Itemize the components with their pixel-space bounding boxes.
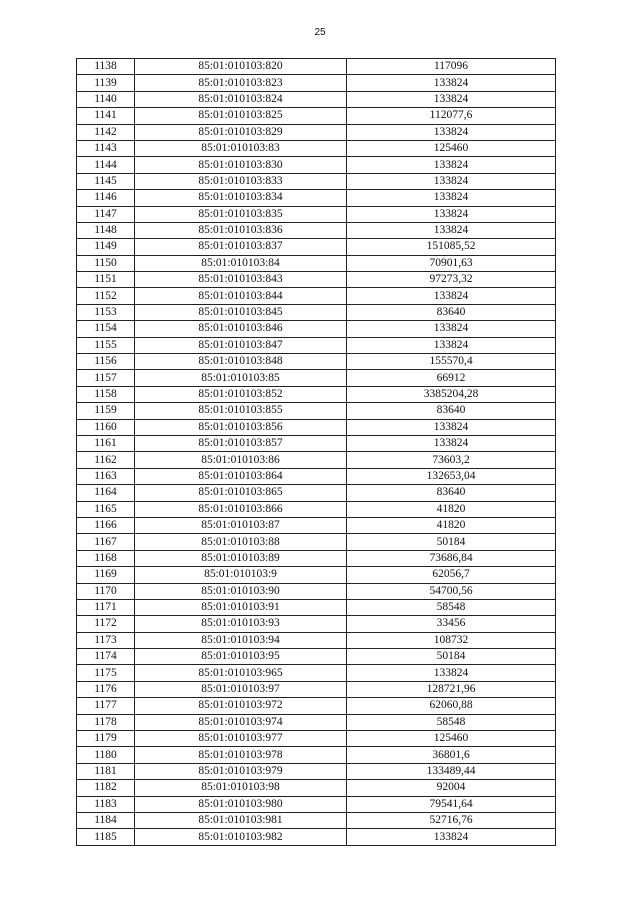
table-row: [77, 698, 556, 714]
cadastral-number-cell: 85:01:010103:85: [135, 370, 347, 386]
table-row: [77, 173, 556, 189]
value-cell: 133824: [347, 288, 556, 304]
table-row: [77, 124, 556, 140]
value-cell: 132653,04: [347, 468, 556, 484]
table-row: [77, 632, 556, 648]
value-cell: 125460: [347, 140, 556, 156]
row-number-cell: 1163: [77, 468, 135, 484]
row-number-cell: 1152: [77, 288, 135, 304]
value-cell: 33456: [347, 616, 556, 632]
table-row: [77, 354, 556, 370]
cadastral-value-table: [76, 58, 556, 846]
cadastral-number-cell: 85:01:010103:848: [135, 354, 347, 370]
row-number-cell: 1171: [77, 599, 135, 615]
row-number-cell: 1167: [77, 534, 135, 550]
value-cell: 133824: [347, 321, 556, 337]
value-cell: 83640: [347, 304, 556, 320]
cadastral-number-cell: 85:01:010103:823: [135, 75, 347, 91]
row-number-cell: 1148: [77, 222, 135, 238]
table-row: [77, 763, 556, 779]
cadastral-number-cell: 85:01:010103:829: [135, 124, 347, 140]
cadastral-number-cell: 85:01:010103:855: [135, 403, 347, 419]
value-cell: 133824: [347, 206, 556, 222]
cadastral-number-cell: 85:01:010103:866: [135, 501, 347, 517]
row-number-cell: 1169: [77, 567, 135, 583]
value-cell: 50184: [347, 649, 556, 665]
row-number-cell: 1153: [77, 304, 135, 320]
cadastral-number-cell: 85:01:010103:824: [135, 91, 347, 107]
value-cell: 3385204,28: [347, 386, 556, 402]
row-number-cell: 1145: [77, 173, 135, 189]
cadastral-number-cell: 85:01:010103:835: [135, 206, 347, 222]
row-number-cell: 1142: [77, 124, 135, 140]
table-row: [77, 435, 556, 451]
value-cell: 133824: [347, 190, 556, 206]
value-cell: 112077,6: [347, 108, 556, 124]
value-cell: 58548: [347, 599, 556, 615]
cadastral-number-cell: 85:01:010103:89: [135, 550, 347, 566]
table-row: [77, 239, 556, 255]
table-row: [77, 140, 556, 156]
cadastral-number-cell: 85:01:010103:864: [135, 468, 347, 484]
row-number-cell: 1164: [77, 485, 135, 501]
table-row: [77, 321, 556, 337]
row-number-cell: 1140: [77, 91, 135, 107]
row-number-cell: 1138: [77, 59, 135, 75]
value-cell: 155570,4: [347, 354, 556, 370]
table-row: [77, 337, 556, 353]
value-cell: 133824: [347, 829, 556, 845]
value-cell: 58548: [347, 714, 556, 730]
value-cell: 133824: [347, 157, 556, 173]
table-row: [77, 599, 556, 615]
table-row: [77, 665, 556, 681]
value-cell: 83640: [347, 485, 556, 501]
value-cell: 125460: [347, 731, 556, 747]
table-row: [77, 288, 556, 304]
cadastral-number-cell: 85:01:010103:837: [135, 239, 347, 255]
table-row: [77, 731, 556, 747]
cadastral-number-cell: 85:01:010103:9: [135, 567, 347, 583]
table-row: [77, 714, 556, 730]
table-row: [77, 829, 556, 845]
table-row: [77, 796, 556, 812]
value-cell: 133824: [347, 124, 556, 140]
cadastral-number-cell: 85:01:010103:852: [135, 386, 347, 402]
cadastral-number-cell: 85:01:010103:825: [135, 108, 347, 124]
row-number-cell: 1155: [77, 337, 135, 353]
row-number-cell: 1184: [77, 812, 135, 828]
value-cell: 52716,76: [347, 812, 556, 828]
row-number-cell: 1170: [77, 583, 135, 599]
cadastral-number-cell: 85:01:010103:979: [135, 763, 347, 779]
table-row: [77, 75, 556, 91]
cadastral-number-cell: 85:01:010103:91: [135, 599, 347, 615]
cadastral-number-cell: 85:01:010103:836: [135, 222, 347, 238]
value-cell: 133824: [347, 419, 556, 435]
row-number-cell: 1144: [77, 157, 135, 173]
value-cell: 66912: [347, 370, 556, 386]
value-cell: 83640: [347, 403, 556, 419]
row-number-cell: 1168: [77, 550, 135, 566]
table-row: [77, 501, 556, 517]
table-row: [77, 550, 556, 566]
cadastral-number-cell: 85:01:010103:98: [135, 780, 347, 796]
cadastral-number-cell: 85:01:010103:834: [135, 190, 347, 206]
row-number-cell: 1154: [77, 321, 135, 337]
row-number-cell: 1146: [77, 190, 135, 206]
row-number-cell: 1161: [77, 435, 135, 451]
cadastral-number-cell: 85:01:010103:833: [135, 173, 347, 189]
table-row: [77, 812, 556, 828]
table-row: [77, 452, 556, 468]
table-row: [77, 255, 556, 271]
row-number-cell: 1183: [77, 796, 135, 812]
cadastral-number-cell: 85:01:010103:93: [135, 616, 347, 632]
cadastral-number-cell: 85:01:010103:83: [135, 140, 347, 156]
value-cell: 62056,7: [347, 567, 556, 583]
row-number-cell: 1147: [77, 206, 135, 222]
value-cell: 41820: [347, 517, 556, 533]
cadastral-number-cell: 85:01:010103:980: [135, 796, 347, 812]
table-row: [77, 419, 556, 435]
cadastral-number-cell: 85:01:010103:974: [135, 714, 347, 730]
row-number-cell: 1159: [77, 403, 135, 419]
cadastral-number-cell: 85:01:010103:846: [135, 321, 347, 337]
value-cell: 97273,32: [347, 272, 556, 288]
value-cell: 133824: [347, 665, 556, 681]
table-row: [77, 386, 556, 402]
value-cell: 117096: [347, 59, 556, 75]
row-number-cell: 1151: [77, 272, 135, 288]
cadastral-number-cell: 85:01:010103:865: [135, 485, 347, 501]
row-number-cell: 1185: [77, 829, 135, 845]
row-number-cell: 1174: [77, 649, 135, 665]
row-number-cell: 1177: [77, 698, 135, 714]
value-cell: 133824: [347, 173, 556, 189]
row-number-cell: 1162: [77, 452, 135, 468]
cadastral-number-cell: 85:01:010103:845: [135, 304, 347, 320]
table-row: [77, 468, 556, 484]
cadastral-number-cell: 85:01:010103:84: [135, 255, 347, 271]
table-row: [77, 304, 556, 320]
row-number-cell: 1149: [77, 239, 135, 255]
row-number-cell: 1139: [77, 75, 135, 91]
table-row: [77, 534, 556, 550]
value-cell: 151085,52: [347, 239, 556, 255]
value-cell: 50184: [347, 534, 556, 550]
row-number-cell: 1173: [77, 632, 135, 648]
value-cell: 54700,56: [347, 583, 556, 599]
row-number-cell: 1176: [77, 681, 135, 697]
value-cell: 133824: [347, 222, 556, 238]
table-row: [77, 747, 556, 763]
value-cell: 73603,2: [347, 452, 556, 468]
row-number-cell: 1181: [77, 763, 135, 779]
value-cell: 133824: [347, 435, 556, 451]
cadastral-number-cell: 85:01:010103:978: [135, 747, 347, 763]
cadastral-number-cell: 85:01:010103:856: [135, 419, 347, 435]
row-number-cell: 1175: [77, 665, 135, 681]
cadastral-number-cell: 85:01:010103:844: [135, 288, 347, 304]
table-row: [77, 59, 556, 75]
row-number-cell: 1156: [77, 354, 135, 370]
row-number-cell: 1172: [77, 616, 135, 632]
row-number-cell: 1165: [77, 501, 135, 517]
value-cell: 70901,63: [347, 255, 556, 271]
table-row: [77, 403, 556, 419]
cadastral-number-cell: 85:01:010103:982: [135, 829, 347, 845]
value-cell: 73686,84: [347, 550, 556, 566]
value-cell: 62060,88: [347, 698, 556, 714]
page-number: 25: [314, 27, 326, 38]
table-body: [77, 59, 556, 846]
value-cell: 79541,64: [347, 796, 556, 812]
cadastral-number-cell: 85:01:010103:972: [135, 698, 347, 714]
cadastral-number-cell: 85:01:010103:87: [135, 517, 347, 533]
value-cell: 133824: [347, 75, 556, 91]
row-number-cell: 1158: [77, 386, 135, 402]
value-cell: 133824: [347, 91, 556, 107]
row-number-cell: 1160: [77, 419, 135, 435]
cadastral-number-cell: 85:01:010103:88: [135, 534, 347, 550]
table-row: [77, 206, 556, 222]
cadastral-number-cell: 85:01:010103:94: [135, 632, 347, 648]
row-number-cell: 1157: [77, 370, 135, 386]
row-number-cell: 1179: [77, 731, 135, 747]
table-row: [77, 517, 556, 533]
table-row: [77, 567, 556, 583]
row-number-cell: 1182: [77, 780, 135, 796]
table-row: [77, 616, 556, 632]
row-number-cell: 1141: [77, 108, 135, 124]
table-row: [77, 583, 556, 599]
cadastral-number-cell: 85:01:010103:90: [135, 583, 347, 599]
table-row: [77, 222, 556, 238]
row-number-cell: 1143: [77, 140, 135, 156]
cadastral-number-cell: 85:01:010103:977: [135, 731, 347, 747]
cadastral-number-cell: 85:01:010103:857: [135, 435, 347, 451]
value-cell: 133824: [347, 337, 556, 353]
table-row: [77, 681, 556, 697]
table-row: [77, 649, 556, 665]
table-row: [77, 108, 556, 124]
row-number-cell: 1178: [77, 714, 135, 730]
value-cell: 92004: [347, 780, 556, 796]
cadastral-number-cell: 85:01:010103:843: [135, 272, 347, 288]
cadastral-number-cell: 85:01:010103:847: [135, 337, 347, 353]
table-row: [77, 190, 556, 206]
value-cell: 41820: [347, 501, 556, 517]
cadastral-number-cell: 85:01:010103:95: [135, 649, 347, 665]
row-number-cell: 1166: [77, 517, 135, 533]
table-row: [77, 485, 556, 501]
value-cell: 108732: [347, 632, 556, 648]
table-row: [77, 272, 556, 288]
cadastral-number-cell: 85:01:010103:965: [135, 665, 347, 681]
row-number-cell: 1180: [77, 747, 135, 763]
value-cell: 36801,6: [347, 747, 556, 763]
value-cell: 128721,96: [347, 681, 556, 697]
cadastral-number-cell: 85:01:010103:97: [135, 681, 347, 697]
cadastral-number-cell: 85:01:010103:820: [135, 59, 347, 75]
table-row: [77, 370, 556, 386]
table-row: [77, 780, 556, 796]
table-row: [77, 157, 556, 173]
row-number-cell: 1150: [77, 255, 135, 271]
cadastral-number-cell: 85:01:010103:86: [135, 452, 347, 468]
cadastral-number-cell: 85:01:010103:981: [135, 812, 347, 828]
cadastral-number-cell: 85:01:010103:830: [135, 157, 347, 173]
value-cell: 133489,44: [347, 763, 556, 779]
table-row: [77, 91, 556, 107]
